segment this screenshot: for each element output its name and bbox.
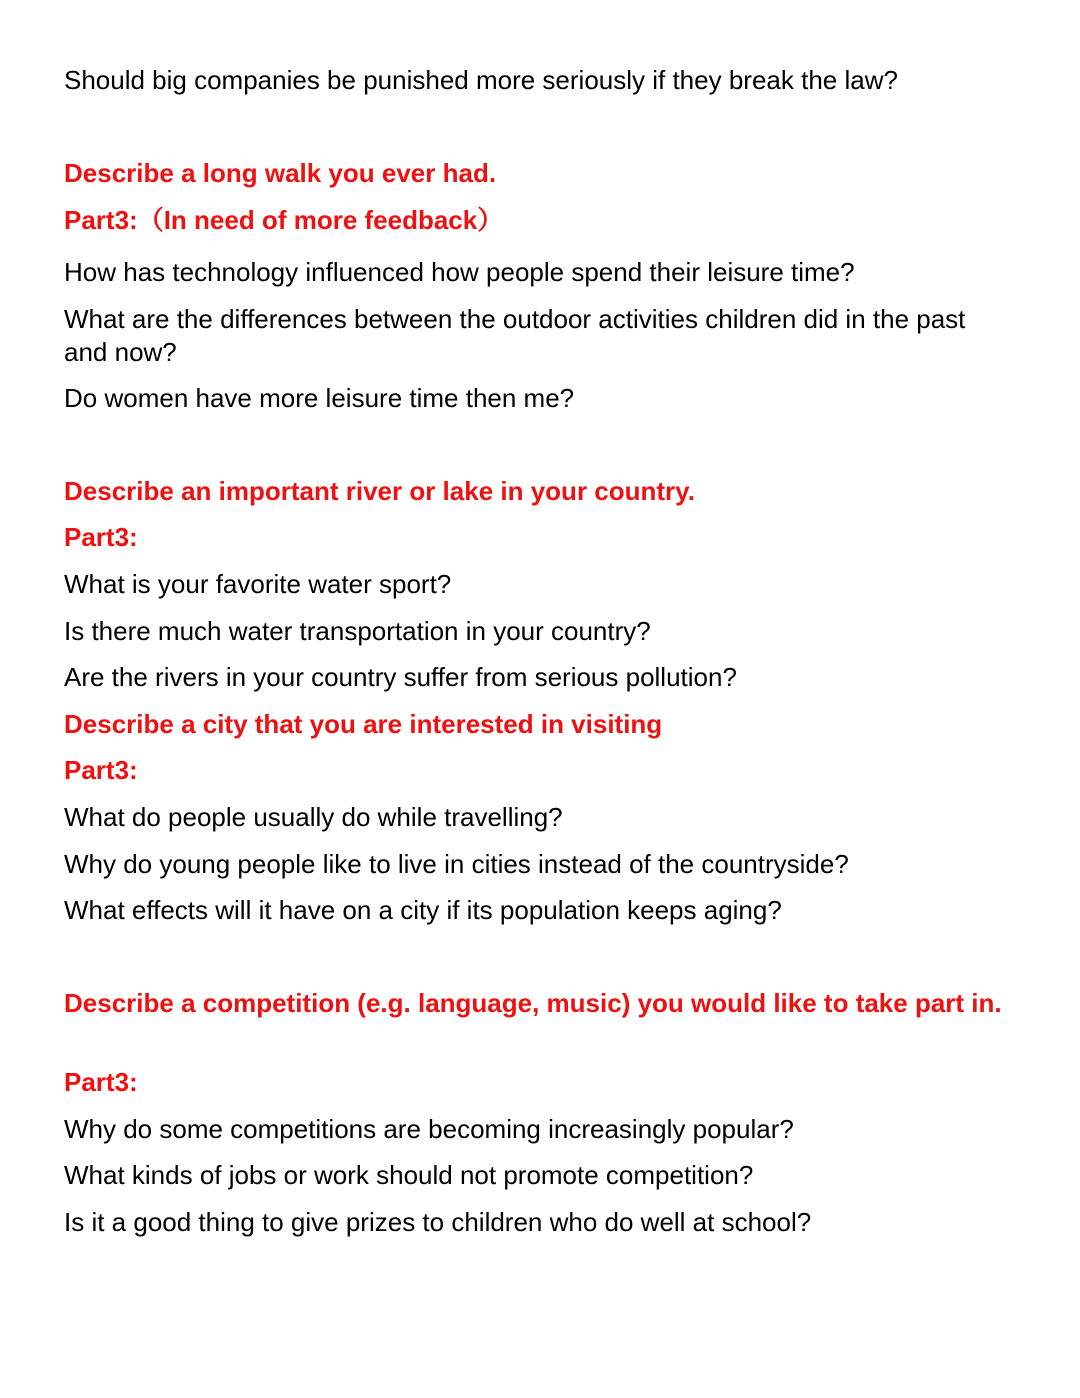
section-2-topic: Describe an important river or lake in your country. <box>64 476 695 506</box>
section-3-topic: Describe a city that you are interested in visiting <box>64 709 663 739</box>
section-1-question-3: Do women have more leisure time then me? <box>64 383 575 413</box>
section-3-part-label: Part3: <box>64 755 138 785</box>
section-1-part-label: Part3:（In need of more feedback） <box>64 205 504 235</box>
section-3-question-1: What do people usually do while travelling? <box>64 802 563 832</box>
section-2-question-3: Are the rivers in your country suffer from serious pollution? <box>64 662 737 692</box>
section-2-question-1: What is your favorite water sport? <box>64 569 452 599</box>
section-1-question-1: How has technology influenced how people spend their leisure time? <box>64 257 855 287</box>
section-2-question-2: Is there much water transportation in your country? <box>64 616 651 646</box>
section-2-part-label: Part3: <box>64 522 138 552</box>
intro-question: Should big companies be punished more seriously if they break the law? <box>64 65 898 95</box>
section-3-question-3: What effects will it have on a city if its population keeps aging? <box>64 895 782 925</box>
section-4-question-1: Why do some competitions are becoming increasingly popular? <box>64 1114 794 1144</box>
section-4-topic: Describe a competition (e.g. language, music) you would like to take part in. <box>64 988 1002 1018</box>
section-4-question-3: Is it a good thing to give prizes to children who do well at school? <box>64 1207 812 1237</box>
section-1-topic: Describe a long walk you ever had. <box>64 158 497 188</box>
section-4-question-2: What kinds of jobs or work should not promote competition? <box>64 1160 754 1190</box>
section-1-question-2: What are the differences between the outdoor activities children did in the past and now? <box>64 304 966 367</box>
section-4-part-label: Part3: <box>64 1067 138 1097</box>
section-3-question-2: Why do young people like to live in cities instead of the countryside? <box>64 849 849 879</box>
